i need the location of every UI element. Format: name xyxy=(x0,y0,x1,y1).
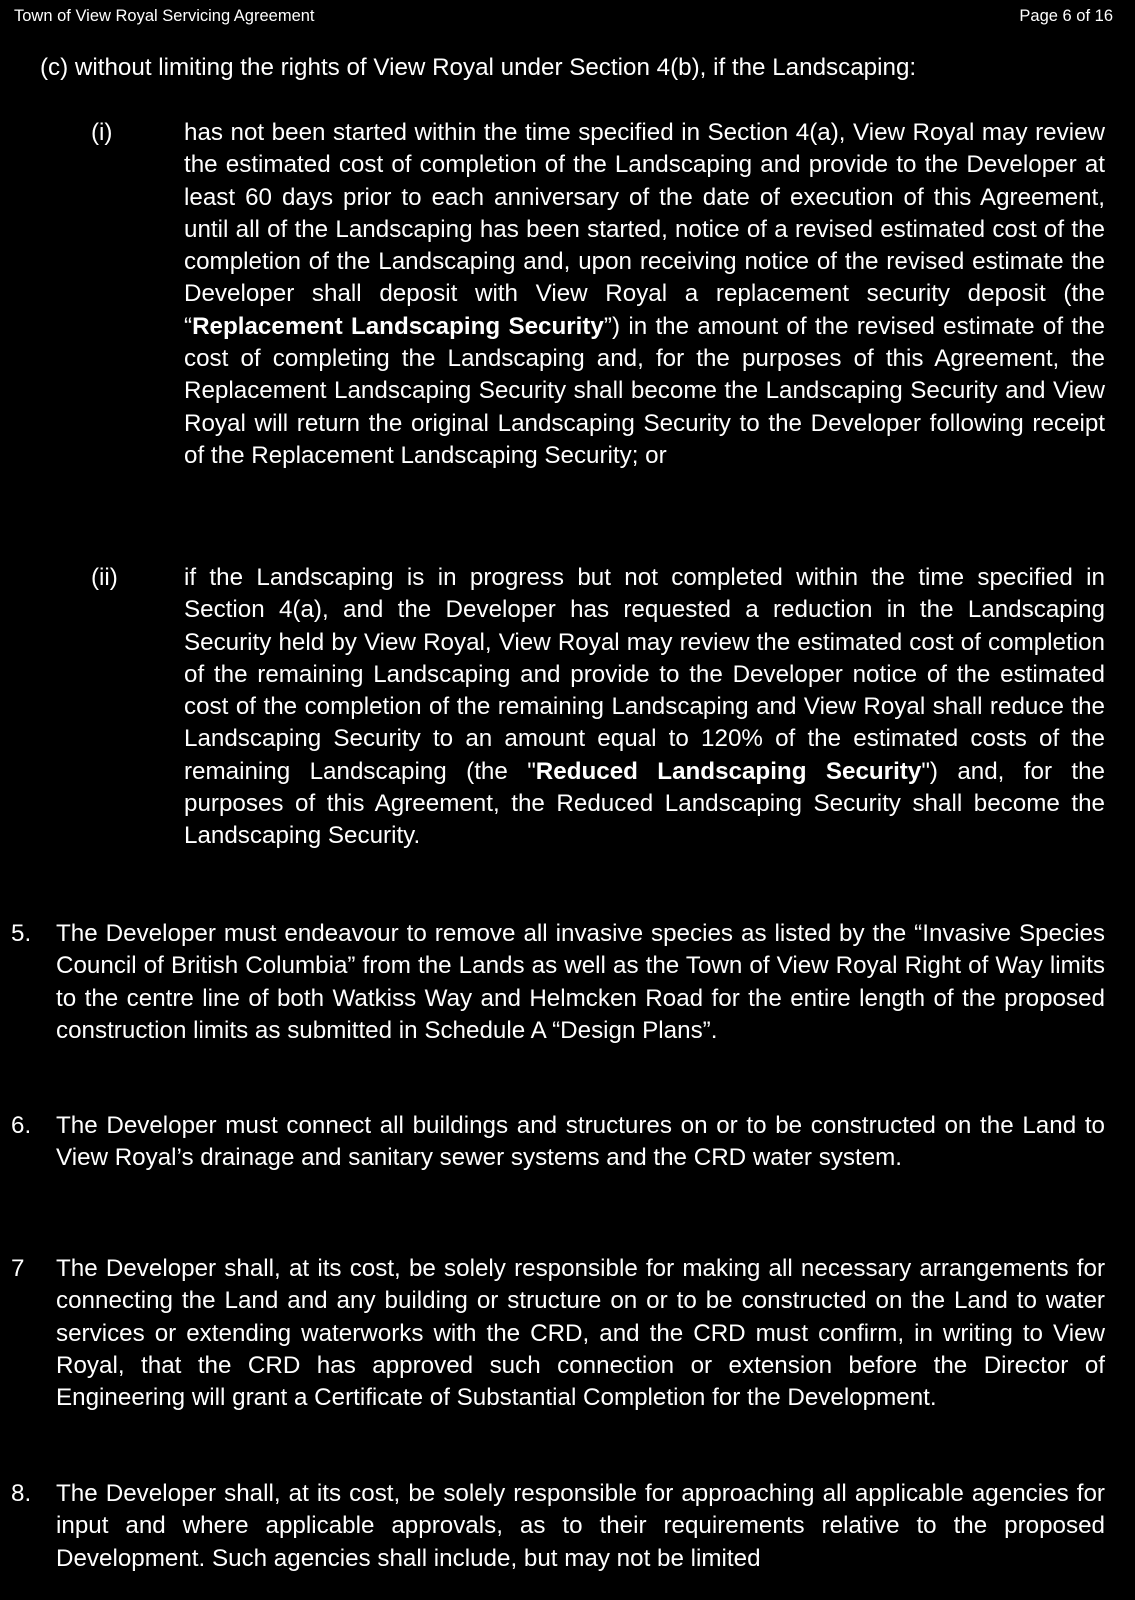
sub-clause-i-text-b: ”) in the amount of the revised estimate of the cost of completing the Landscaping and, for the purposes of this Agreement, the Replacement Landscaping Security shall become the Landscaping Security and View Royal will return the original Landscaping Security to the Developer following receipt of the Replacement Landscaping Security; or xyxy=(184,312,1105,469)
item-7-text: The Developer shall, at its cost, be solely responsible for making all necessary arrangements for connecting the Land and any building or structure on or to be constructed on the Land to water services or extending waterworks with the CRD, and the CRD must confirm, in writing to View Royal, that the CRD has approved such connection or extension before the Director of Engineering will grant a Certificate of Substantial Completion for the Development. xyxy=(56,1255,1105,1412)
clause-c xyxy=(40,52,1130,84)
defined-term-reduced-security: Reduced Landscaping Security xyxy=(535,757,922,785)
page-number: Page 6 of 16 xyxy=(1019,6,1113,25)
sub-clause-ii-text-b: ") and, for the purposes of this Agreement, the Reduced Landscaping Security shall become the Landscaping Security. xyxy=(184,757,1106,850)
item-5-marker: 5. xyxy=(11,920,32,947)
item-8 xyxy=(56,1478,1105,1575)
clause-c-text: (c) without limiting the rights of View Royal under Section 4(b), if the Landscaping: xyxy=(40,54,917,81)
item-5 xyxy=(56,918,1105,1047)
item-6-marker: 6. xyxy=(11,1112,32,1139)
sub-clause-i xyxy=(184,117,1105,472)
document-title: Town of View Royal Servicing Agreement xyxy=(14,6,315,25)
sub-clause-i-marker: (i) xyxy=(91,119,113,146)
item-7-marker: 7 xyxy=(11,1255,25,1282)
page-header xyxy=(14,5,1113,27)
sub-clause-ii xyxy=(184,562,1105,853)
item-5-text: The Developer must endeavour to remove all invasive species as listed by the “Invasive Species Council of British Columbia” from the Lands as well as the Town of View Royal Right of Way limits to the centre line of both Watkiss Way and Helmcken Road for the entire length of the proposed construction limits as submitted in Schedule A “Design Plans”. xyxy=(56,920,1105,1044)
sub-clause-ii-marker: (ii) xyxy=(91,564,118,591)
sub-clause-ii-text-a: if the Landscaping is in progress but not completed within the time specified in Section 4(a), and the Developer has requested a reduction in the Landscaping Security held by View Royal, View Royal may review the estimated cost of completion of the remaining Landscaping and provide to the Developer notice of the estimated cost of the completion of the remaining Landscaping and View Royal shall reduce the Landscaping Security to an amount equal to 120% of the estimated costs of the remaining Landscaping (the " xyxy=(184,564,1105,785)
item-8-text: The Developer shall, at its cost, be solely responsible for approaching all applicable agencies for input and where applicable approvals, as to their requirements relative to the proposed Development. Such agencies shall include, but may not be limited xyxy=(56,1480,1105,1572)
item-8-marker: 8. xyxy=(11,1480,32,1507)
item-7 xyxy=(56,1253,1105,1414)
item-6-text: The Developer must connect all buildings and structures on or to be constructed on the Land to View Royal’s drainage and sanitary sewer systems and the CRD water system. xyxy=(56,1112,1105,1172)
sub-clause-i-text-a: has not been started within the time specified in Section 4(a), View Royal may review the estimated cost of completion of the Landscaping and provide to the Developer at least 60 days prior to each anniversary of the date of execution of this Agreement, until all of the Landscaping has been started, notice of a revised estimated cost of the completion of the Landscaping and, upon receiving notice of the revised estimate the Developer shall deposit with View Royal a replacement security deposit (the “ xyxy=(184,119,1105,340)
item-6 xyxy=(56,1110,1105,1175)
defined-term-replacement-security: Replacement Landscaping Security xyxy=(192,312,604,340)
